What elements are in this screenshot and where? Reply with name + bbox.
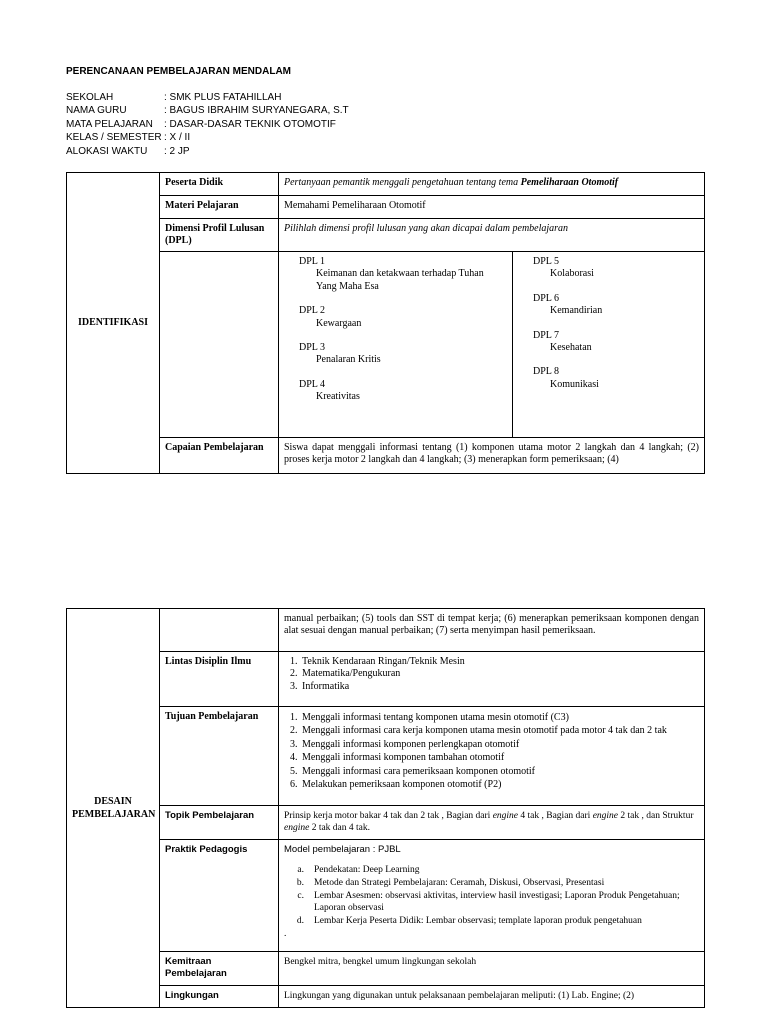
dpl-item: [299, 256, 506, 293]
praktik-item-text: Metode dan Strategi Pembelajaran: Ceramah, Diskusi, Observasi, Presentasi: [314, 878, 605, 888]
meta-value: : 2 JP: [164, 145, 190, 157]
label-kemitraan-pembelajaran: Kemitraan Pembelajaran: [160, 952, 279, 986]
list-item: 2. Menggali informasi cara kerja komponen utama mesin otomotif pada motor 4 tak dan 2 tak: [300, 724, 699, 737]
topik-text: 2 tak , dan Struktur: [618, 811, 694, 821]
document-title: PERENCANAAN PEMBELAJARAN MENDALAM: [66, 66, 292, 77]
value-capaian-pembelajaran: Siswa dapat menggali informasi tentang (1) komponen utama motor 2 langkah dan 4 langkah; (2) proses kerja motor 2 langkah dan 4 langkah; (3) menerapkan form pemeriksaan; (4): [279, 438, 705, 474]
meta-label: SEKOLAH: [66, 92, 114, 103]
label-dpl: Dimensi Profil Lulusan (DPL): [160, 219, 279, 252]
value-lintas-disiplin: [279, 652, 705, 707]
identifikasi-table: [66, 172, 705, 474]
topik-emphasis: engine: [492, 811, 519, 821]
value-materi-pelajaran: Memahami Pemeliharaan Otomotif: [279, 196, 705, 219]
list-item: 2. Matematika/Pengukuran: [300, 668, 699, 680]
dpl-code: DPL 2: [299, 305, 326, 317]
value-tujuan-pembelajaran: [279, 707, 705, 806]
dpl-desc: Kewargaan: [316, 317, 362, 329]
praktik-item-mark: c.: [297, 890, 304, 901]
label-lintas-disiplin: Lintas Disiplin Ilmu: [160, 652, 279, 707]
desain-pembelajaran-table: [66, 608, 705, 1008]
value-praktik-pedagogis: [279, 840, 705, 952]
label-topik-pembelajaran: Topik Pembelajaran: [160, 806, 279, 840]
praktik-item: [284, 890, 699, 915]
dpl-item: [533, 256, 698, 281]
dpl-item: [533, 330, 698, 355]
dpl-item: [299, 305, 506, 330]
praktik-model: Model pembelajaran : PJBL: [284, 844, 401, 855]
label-lingkungan: Lingkungan: [160, 986, 279, 1008]
dpl-list-left: [279, 252, 513, 438]
topik-text: 2 tak dan 4 tak.: [309, 823, 371, 834]
dpl-desc: Kesehatan: [550, 342, 592, 354]
peserta-didik-text: Pertanyaan pemantik menggali pengetahuan tentang tema: [284, 177, 521, 188]
list-item: 3. Informatika: [300, 681, 699, 693]
praktik-item-mark: b.: [296, 878, 304, 888]
praktik-item: [284, 864, 699, 877]
list-item: 5. Menggali informasi cara pemeriksaan komponen otomotif: [300, 765, 699, 778]
praktik-item: [284, 877, 699, 890]
dpl-desc: Keimanan dan ketakwaan terhadap Tuhan Yang Maha Esa: [316, 268, 484, 292]
dpl-code: DPL 3: [299, 342, 326, 354]
dpl-desc: Kolaborasi: [550, 268, 594, 280]
praktik-item-text: Pendekatan: Deep Learning: [314, 865, 420, 876]
meta-label: NAMA GURU: [66, 105, 127, 117]
label-materi-pelajaran: Materi Pelajaran: [160, 196, 279, 219]
dpl-item: [533, 366, 698, 391]
praktik-item-text: Lembar Kerja Peserta Didik: Lembar observasi; template laporan produk pengetahuan: [314, 915, 642, 926]
list-item: 4. Menggali informasi komponen tambahan otomotif: [300, 751, 699, 764]
tujuan-list: [284, 711, 699, 791]
praktik-trailing: .: [284, 929, 287, 940]
praktik-item-mark: a.: [297, 865, 304, 876]
dpl-code: DPL 1: [299, 256, 326, 267]
dpl-desc: Kemandirian: [550, 305, 603, 317]
list-item: 6. Melakukan pemeriksaan komponen otomotif (P2): [300, 778, 699, 791]
section-identifikasi: IDENTIFIKASI: [67, 173, 160, 474]
list-item: 1. Menggali informasi tentang komponen utama mesin otomotif (C3): [300, 711, 699, 724]
dpl-code: DPL 4: [299, 378, 326, 390]
praktik-item: [284, 915, 699, 928]
dpl-desc: Penalaran Kritis: [316, 354, 381, 366]
meta-value: : X / II: [164, 132, 191, 144]
dpl-code: DPL 7: [533, 329, 560, 341]
praktik-item-mark: d.: [296, 915, 304, 926]
value-kemitraan-pembelajaran: Bengkel mitra, bengkel umum lingkungan sekolah: [279, 952, 705, 986]
list-item: 3. Menggali informasi komponen perlengkapan otomotif: [300, 738, 699, 751]
meta-value: : SMK PLUS FATAHILLAH: [164, 92, 282, 103]
list-item: 1. Teknik Kendaraan Ringan/Teknik Mesin: [300, 656, 699, 668]
label-tujuan-pembelajaran: Tujuan Pembelajaran: [160, 707, 279, 806]
dpl-code: DPL 8: [533, 366, 560, 378]
topik-text: Prinsip kerja motor bakar 4 tak dan 2 tak , Bagian dari: [284, 811, 493, 821]
dpl-desc: Komunikasi: [550, 378, 599, 390]
dpl-item: [299, 342, 506, 367]
praktik-item-text: Lembar Asesmen: observasi aktivitas, interview hasil investigasi; Laporan Produk Pengetahuan; Laporan observasi: [314, 890, 680, 914]
value-capaian-continued: manual perbaikan; (5) tools dan SST di tempat kerja; (6) menerapkan pemeriksaan komponen dengan alat sesuai dengan manual perbaikan; (7) serta menyimpan hasil pemeriksaan.: [279, 609, 705, 652]
label-peserta-didik: Peserta Didik: [160, 173, 279, 196]
dpl-label-spacer: [160, 252, 279, 438]
meta-value: : DASAR-DASAR TEKNIK OTOMOTIF: [164, 118, 336, 130]
dpl-desc: Kreativitas: [316, 391, 360, 403]
topik-text: 4 tak , Bagian dari: [518, 811, 593, 821]
meta-label: ALOKASI WAKTU: [66, 145, 148, 157]
value-topik-pembelajaran: [279, 806, 705, 840]
label-praktik-pedagogis: Praktik Pedagogis: [160, 840, 279, 952]
value-lingkungan: Lingkungan yang digunakan untuk pelaksanaan pembelajaran meliputi: (1) Lab. Engine; (2): [279, 986, 705, 1008]
value-dpl-instruction: Pilihlah dimensi profil lulusan yang akan dicapai dalam pembelajaran: [279, 219, 705, 252]
meta-value: : BAGUS IBRAHIM SURYANEGARA, S.T: [164, 105, 349, 117]
peserta-didik-theme: Pemeliharaan Otomotif: [520, 177, 619, 188]
value-peserta-didik: [279, 173, 705, 196]
topik-emphasis: engine: [284, 823, 310, 834]
label-capaian-pembelajaran: Capaian Pembelajaran: [160, 438, 279, 474]
section-desain-pembelajaran: DESAIN PEMBELAJARAN: [67, 609, 160, 1008]
meta-label: MATA PELAJARAN: [66, 118, 153, 130]
capaian-label-spacer: [160, 609, 279, 652]
dpl-code: DPL 6: [533, 292, 560, 304]
dpl-code: DPL 5: [533, 256, 560, 267]
topik-emphasis: engine: [592, 811, 619, 821]
meta-label: KELAS / SEMESTER: [66, 132, 162, 144]
dpl-item: [299, 379, 506, 404]
dpl-list-right: [513, 252, 705, 438]
dpl-item: [533, 293, 698, 318]
lintas-disiplin-list: [284, 656, 699, 693]
